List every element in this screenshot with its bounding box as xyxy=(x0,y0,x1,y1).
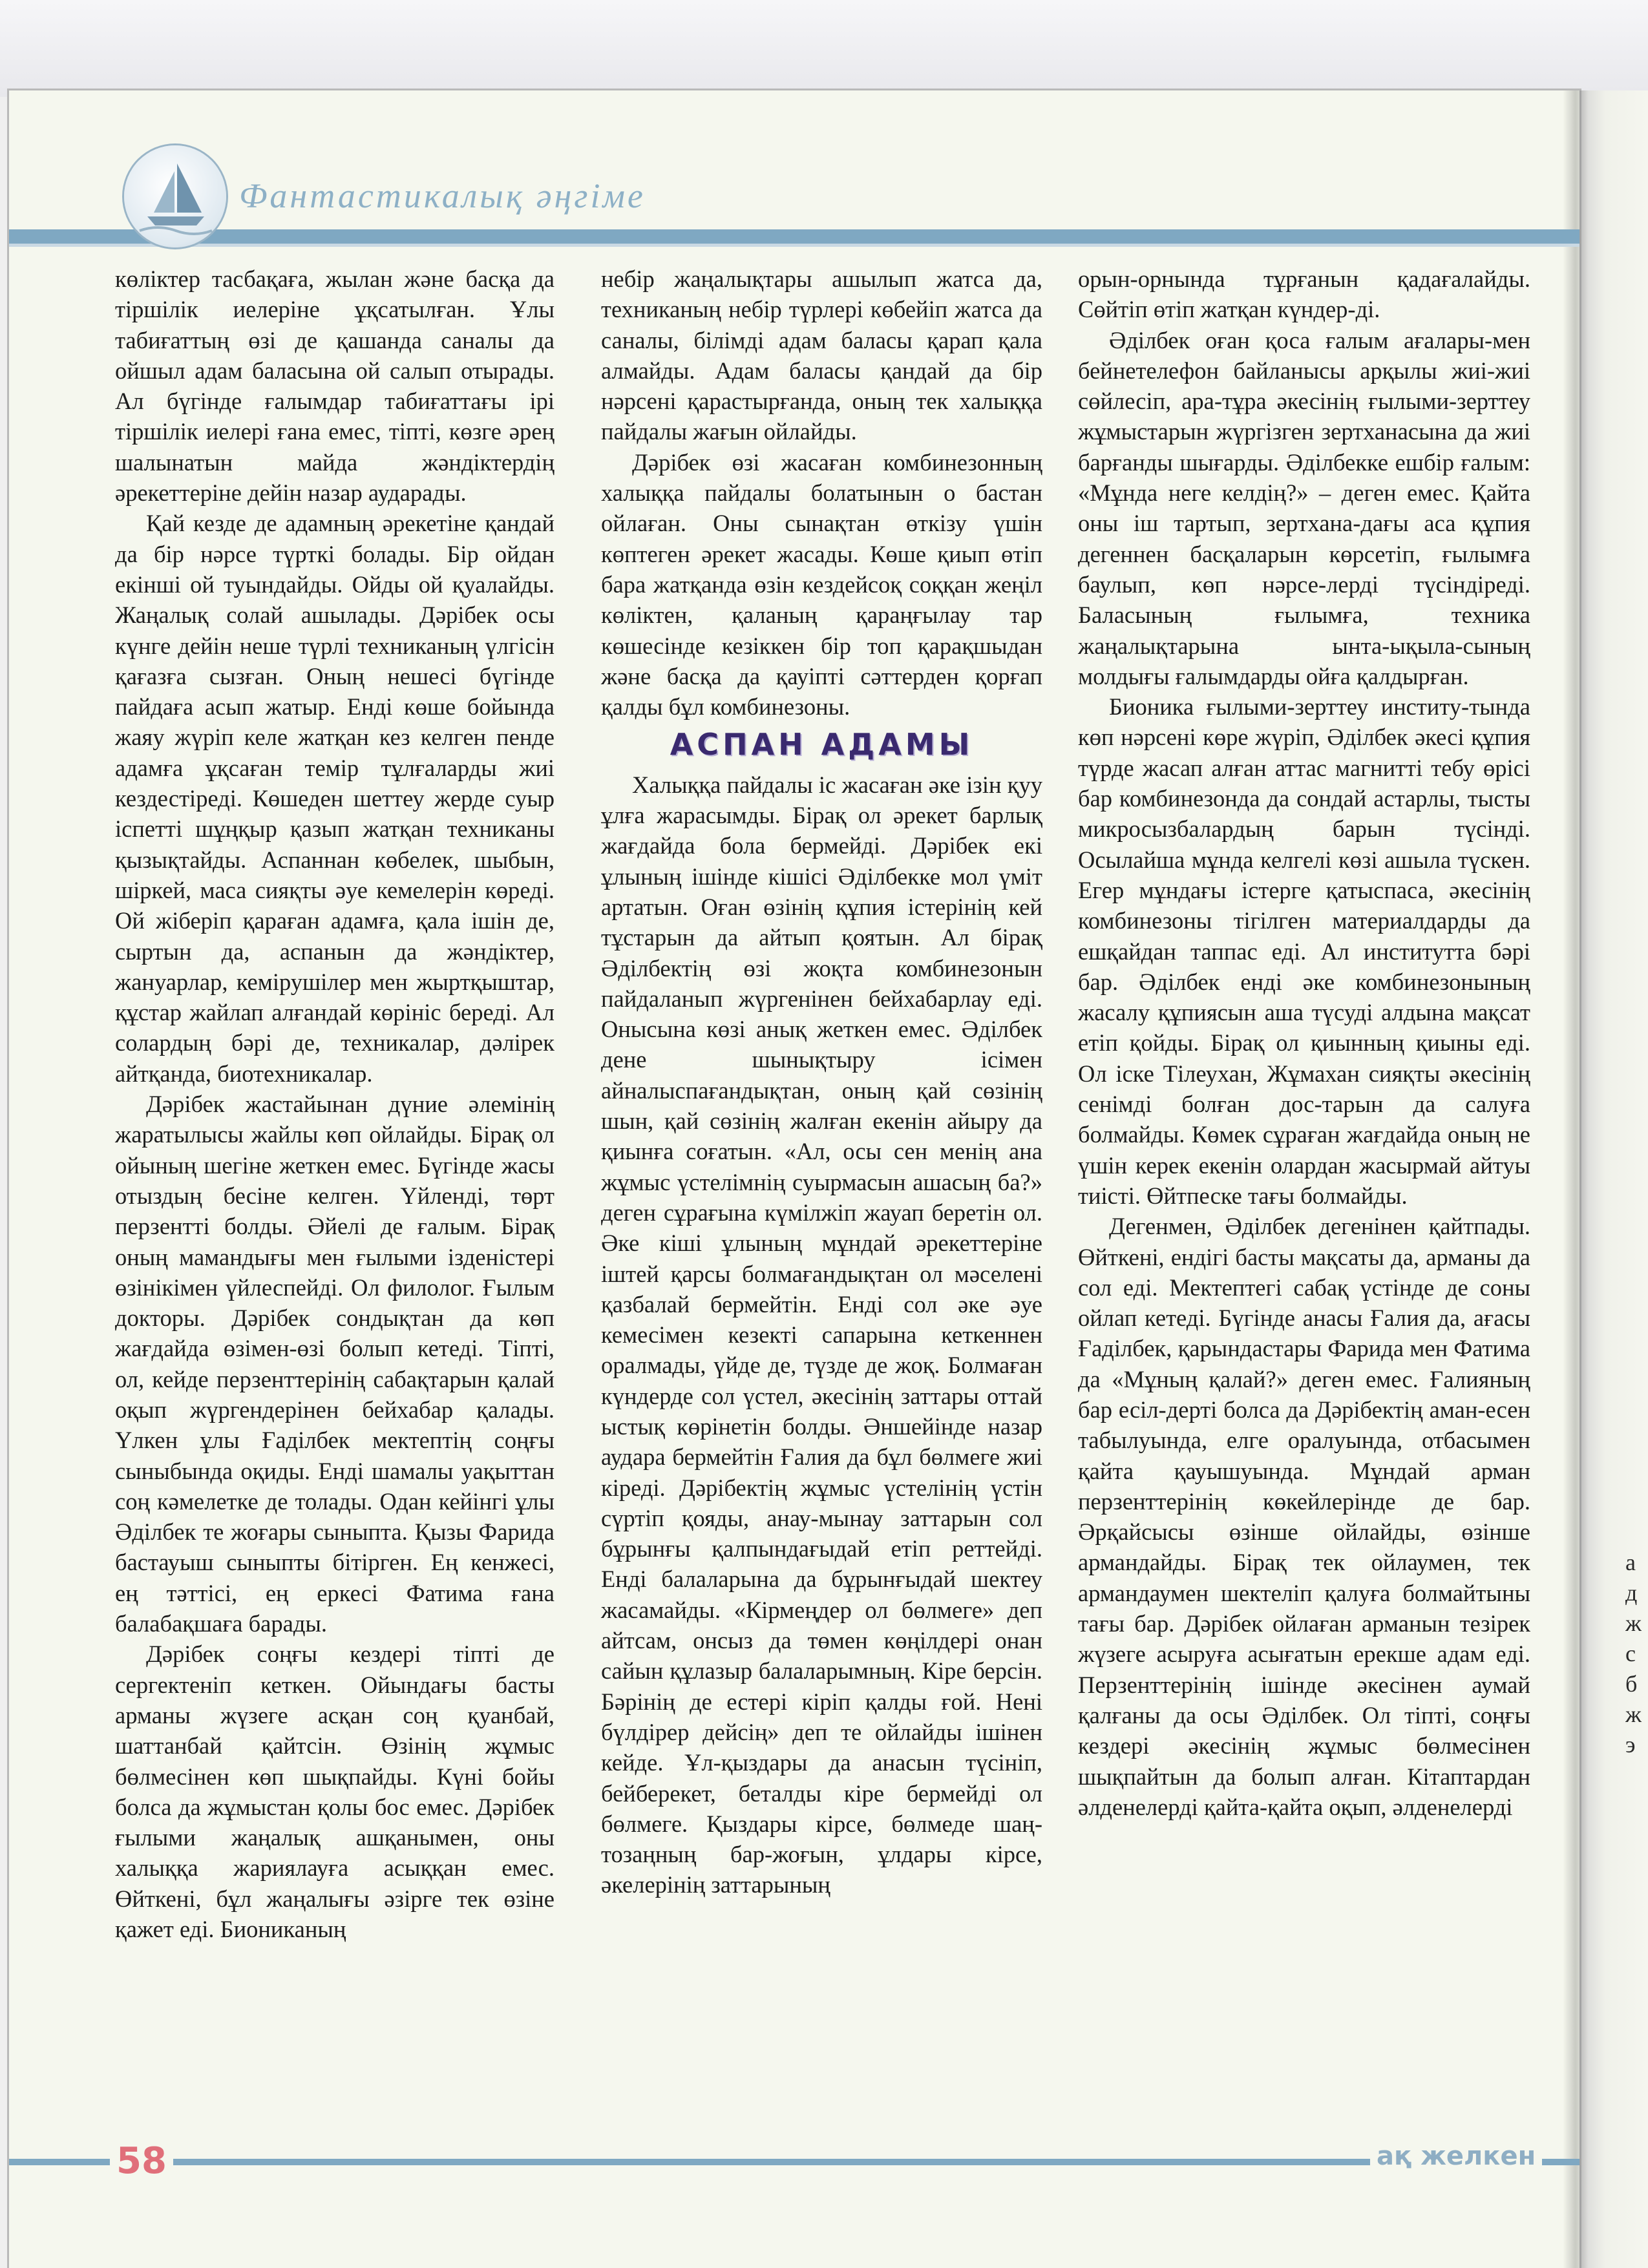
text-column-2 xyxy=(601,264,1042,1900)
paragraph: көліктер тасбақаға, жылан және басқа да тіршілік иелеріне ұқсатылған. Ұлы табиғаттың өзі де қашанда саналы да ойшыл адам баласына ой салып отырады. Ал бүгінде ғалымдар табиғаттағы ірі тіршілік иелері ғана емес, тіпті, көзге әрең шалынатын майда жәндіктердің әрекеттеріне дейін назар аударады. xyxy=(115,266,555,507)
magazine-name: ақ желкен xyxy=(1370,2141,1542,2171)
scan-margin xyxy=(0,0,1648,97)
paragraph: орын-орнында тұрғанын қадағалайды. Сөйтіп өтіп жатқан күндер-ді. xyxy=(1078,266,1530,323)
text-column-3 xyxy=(1078,264,1530,1822)
paragraph: Дәрібек жастайынан дүние әлемінің жаратылысы жайлы көп ойлайды. Бірақ ол ойының шегіне жеткен емес. Бүгінде жасы отыздың бесіне келген. Үйленді, төрт перзентті болды. Әйелі де ғалым. Бірақ оның мамандығы мен ғылыми ізденістері өзінікімен үйлеспейді. Ол филолог. Ғылым докторы. Дәрібек сондықтан да көп жағдайда өзімен-өзі болып кетеді. Тіпті, ол, кейде перзенттерінің сабақтарын қалай оқып жүргендерінен бейхабар қалады. Үлкен ұлы Ғаділбек мектептің соңғы сыныбында оқиды. Енді шамалы уақыттан соң кәмелетке де толады. Одан кейінгі ұлы Әділбек те жоғары сыныпта. Қызы Фарида бастауыш сыныпты бітірген. Ең кенжесі, ең тәттісі, ең еркесі Фатима ғана балабақшаға барады. xyxy=(115,1091,555,1637)
section-title: Фантастикалық әңгіме xyxy=(239,176,646,215)
paragraph: небір жаңалықтары ашылып жатса да, техниканың небір түрлері көбейіп жатса да саналы, білімді адам баласы қарап қала алмайды. Адам баласы қандай да бір нәрсені қарастырғанда, оның тек халыққа пайдалы жағын ойлайды. xyxy=(601,266,1042,445)
header-rule-light xyxy=(9,244,1579,247)
page-fold-shadow xyxy=(1563,90,1589,2268)
paragraph: Бионика ғылыми-зерттеу институ-тында көп нәрсені көре жүріп, Әділбек әкесі құпия түрде жасап алған аттас магнитті тебу өрісі бар комбинезонда да сондай астарлы, тысты микросызбалардың барын түсінді. Осылайша мұнда келгелі көзі ашыла түскен. Егер мұндағы істерге қатыспаса, әкесінің комбинезоны тігілген материалдарды да ешқайдан таппас еді. Ал институтта бәрі бар. Әділбек енді әке комбинезонының жасалу құпиясын аша түсуді алдына мақсат етіп қойды. Бірақ ол қиынның қиыны еді. Ол іске Тілеухан, Жұмахан сияқты әкесінің сенімді болған дос-тарын да салуға болмайды. Көмек сұраған жағдайда оның не үшін керек екенін олардан жасырмай айтуы тиісті. Өйтпеске тағы болмайды. xyxy=(1078,693,1530,1209)
paragraph: Қай кезде де адамның әрекетіне қандай да бір нәрсе түрткі болады. Бір ойдан екінші ой туындайды. Ойды ой қуалайды. Жаңалық солай ашылады. Дәрібек осы күнге дейін неше түрлі техниканың үлгісін қағазға сызған. Оның нешесі бүгінде пайдаға асып жатыр. Енді көше бойында жаяу жүріп келе жатқан кез келген пенде адамға ұқсаған темір тұлғаларды жиі кездестіреді. Көшеден шеттеу жерде суыр іспетті шұңқыр қазып жатқан техниканы қызықтайды. Аспаннан көбелек, шыбын, шіркей, маса сияқты әуе кемелерін көреді. Ой жіберіп қараған адамға, қала ішін де, сыртын да, аспанын да жәндіктер, жануарлар, кемірушілер мен жыртқыштар, құстар жайлап алғандай көрініс береді. Ал солардың бәрі де, техникалар, дәлірек айтқанда, биотехникалар. xyxy=(115,510,555,1087)
sailboat-icon xyxy=(124,145,226,247)
paragraph: Дәрібек соңғы кездері тіпті де сергектеніп кеткен. Ойындағы басты арманы жүзеге асқан соң қуанбай, шаттанбай қайтсін. Өзінің жұмыс бөлмесінен көп шықпайды. Күні бойы болса да жұмыстан қолы бос емес. Дәрібек ғылыми жаңалық ашқанымен, оны халыққа жариялауға асыққан емес. Өйткені, бұл жаңалығы әзірге тек өзіне қажет еді. Биониканың xyxy=(115,1641,555,1943)
paragraph: Әділбек оған қоса ғалым ағалары-мен бейнетелефон байланысы арқылы жиі-жиі сөйлесіп, ара-тұра әкесінің ғылыми-зерттеу жұмыстарын жүргізген зертханасына да жиі барғанды шығарды. Әділбекке ешбір ғалым: «Мұнда неге келдің?» – деген емес. Қайта оны іш тартып, зертхана-дағы аса құпия дегеннен басқаларын көрсетіп, ғылымға баулып, көп нәрсе-лерді түсіндіреді. Баласының ғылымға, техника жаңалықтарына ынта-ықыла-сының молдығы ғалымдарды ойға қалдырған. xyxy=(1078,326,1530,689)
paragraph: Халыққа пайдалы іс жасаған әке ізін қуу ұлға жарасымды. Бірақ ол әрекет барлық жағдайда бола бермейді. Дәрібек екі ұлының ішінде кішісі Әділбекке мол үміт артатын. Оған өзінің құпия істерінің кей тұстарын да айтып қоятын. Ал бірақ Әділбектің өзі жоқта комбинезонын пайдаланып жүргенінен бейхабарлау еді. Онысына көзі анық жеткен емес. Әділбек дене шынықтыру ісімен айналыспағандықтан, оның қай сөзінің шын, қай сөзінің жалған екенін айыру да қиынға соғатын. «Ал, осы сен менің ана жұмыс үстелімнің суырмасын ашасың ба?» деген сұрағына күмілжіп жауап беретін ол. Әке кіші ұлының мұндай әрекеттеріне іштей қарсы болмағандықтан ол мәселені қазбалай бермейтін. Енді сол әке әуе кемесімен кезекті сапарына кеткеннен оралмады, үйде де, түзде де жоқ. Болмаған күндерде сол үстел, әкесінің заттары оттай ыстық көрінетін болды. Әншейінде назар аудара бермейтін Ғалия да бұл бөлмеге жиі кіреді. Дәрібектің жұмыс үстелінің үстін сүртіп қояды, анау-мынау заттарын сол бұрынғы қалпындағыдай етіп реттейді. Енді балаларына да бұрынғыдай шектеу жасамайды. «Кірмеңдер ол бөлмеге» деп айтсам, онсыз да төмен көңілдері онан сайын құлазыр балаларымның. Кіре берсін. Бәрінің де естері кіріп қалды ғой. Нені бүлдірер дейсің» деп те ойлайды ішінен кейде. Ұл-қыздары да анасын түсініп, бейберекет, беталды кіре бермейді ол бөлмеге. Қыздары кірсе, бөлмеде шаң-тозаңның бар-жоғын, ұлдары кірсе, әкелерінің заттарының xyxy=(601,771,1042,1898)
paragraph: Дәрібек өзі жасаған комбинезонның халыққа пайдалы болатынын о бастан ойлаған. Оны сынақтан өткізу үшін көптеген әрекет жасады. Көше қиып өтіп бара жатқанда өзін кездейсоқ соққан жеңіл көліктен, қаланың қараңғылау тар көшесінде кезіккен бір топ қарақшыдан және басқа да қауіпті сәттерден қорғап қалды бұл комбинезоны. xyxy=(601,448,1042,720)
footer-rule xyxy=(9,2159,1579,2165)
text-column-1 xyxy=(115,264,555,1944)
next-page-text-fragment: а д ж с б ж э xyxy=(1625,1549,1642,1758)
sub-heading: АСПАН АДАМЫ xyxy=(670,727,974,762)
header-rule xyxy=(9,229,1579,244)
page-number: 58 xyxy=(110,2140,173,2182)
paragraph: Дегенмен, Әділбек дегенінен қайтпады. Өйткені, ендігі басты мақсаты да, арманы да сол еді. Мектептегі сабақ үстінде де соны ойлап кетеді. Бүгінде анасы Ғалия да, ағасы Ғаділбек, қарындастары Фарида мен Фатима да «Мұның қалай?» деген емес. Ғалияның бар есіл-дерті болса да Дәрібектің аман-есен табылуында, елге оралуында, отбасымен қайта қауышуында. Мұндай арман перзенттерінің көкейлерінде де бар. Әрқайсысы өзінше ойлайды, өзінше армандайды. Бірақ тек ойлаумен, тек армандаумен шектеліп қалуға болмайтыны тағы бар. Дәрібек ойлаған арманын тезірек жүзеге асыруға асығатын ерекше адам еді. Перзенттерінің ішінде әкесінен аумай қалғаны да осы Әділбек. Ол тіпті, соңғы кездері әкесінің жұмыс бөлмесінен шықпайтын да болып алған. Кітаптардан әлденелерді қайта-қайта оқып, әлденелерді xyxy=(1078,1213,1530,1820)
sailboat-logo-icon xyxy=(124,145,226,247)
